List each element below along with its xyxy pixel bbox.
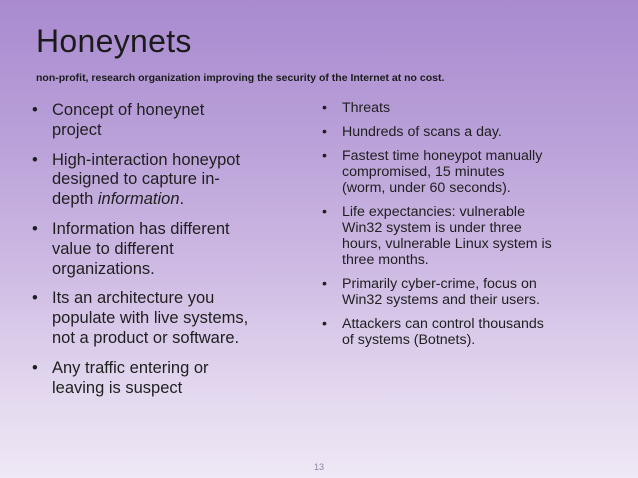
list-item — [30, 220, 298, 279]
bullet-icon: • — [322, 276, 327, 292]
bullet-line: Concept of honeynet — [52, 101, 205, 119]
bullet-line: designed to capture in- — [52, 170, 220, 189]
bullet-line: not a product or software. — [52, 328, 240, 347]
bullet-line: Win32 system is under three — [342, 220, 522, 236]
bullet-line: (worm, under 60 seconds). — [342, 180, 511, 196]
bullet-icon: • — [322, 100, 327, 116]
bullet-line: value to different — [52, 239, 174, 258]
bullet-line: leaving is suspect — [52, 378, 183, 397]
bullet-text — [52, 220, 298, 279]
bullet-line: three months. — [342, 252, 429, 268]
bullet-line: Threats — [342, 100, 391, 116]
list-item — [320, 148, 620, 196]
bullet-text — [52, 359, 298, 399]
bullet-icon: • — [322, 204, 327, 220]
bullet-line: Attackers can control thousands — [342, 316, 544, 332]
bullet-icon: • — [32, 219, 38, 238]
bullet-line: project — [52, 120, 102, 139]
bullet-text — [342, 148, 620, 196]
left-bullet-list — [30, 101, 298, 408]
bullet-icon: • — [32, 150, 38, 169]
bullet-text — [342, 100, 620, 116]
bullet-line: Its an architecture you — [52, 289, 215, 308]
slide-subtitle: non-profit, research organization improving the security of the Internet at no cost. — [36, 72, 445, 84]
list-item — [30, 101, 298, 141]
bullet-text — [342, 316, 620, 348]
bullet-line: High-interaction honeypot — [52, 150, 241, 169]
bullet-line: Information has different — [52, 219, 230, 238]
bullet-line-part: depth — [52, 190, 98, 209]
bullet-line: organizations. — [52, 259, 155, 278]
bullet-text — [52, 289, 298, 348]
slide-title: Honeynets — [36, 23, 192, 59]
bullet-icon: • — [32, 289, 38, 308]
right-bullet-list — [320, 100, 620, 356]
bullet-text — [52, 151, 298, 210]
bullet-line: Hundreds of scans a day. — [342, 124, 502, 140]
list-item — [320, 276, 620, 308]
bullet-line: populate with live systems, — [52, 309, 249, 328]
bullet-icon: • — [322, 316, 327, 332]
list-item — [320, 316, 620, 348]
bullet-text — [342, 276, 620, 308]
list-item — [30, 289, 298, 348]
list-item — [320, 100, 620, 116]
bullet-text — [52, 101, 298, 141]
page-number: 13 — [313, 462, 324, 472]
emphasis-text: information — [97, 190, 180, 209]
bullet-text — [342, 124, 620, 140]
bullet-line: Life expectancies: vulnerable — [342, 204, 525, 220]
list-item — [30, 151, 298, 210]
bullet-text — [342, 204, 620, 268]
bullet-line: Fastest time honeypot manually — [342, 148, 543, 164]
bullet-line: hours, vulnerable Linux system is — [342, 236, 552, 252]
bullet-icon: • — [322, 124, 327, 140]
list-item — [320, 204, 620, 268]
bullet-icon: • — [32, 358, 38, 377]
bullet-line: compromised, 15 minutes — [342, 164, 505, 180]
bullet-line — [52, 190, 298, 210]
bullet-line-part: . — [179, 190, 185, 209]
bullet-icon: • — [32, 101, 38, 119]
list-item — [320, 124, 620, 140]
bullet-line: of systems (Botnets). — [342, 332, 476, 348]
bullet-icon: • — [322, 148, 327, 164]
list-item — [30, 359, 298, 399]
bullet-line: Primarily cyber-crime, focus on — [342, 276, 537, 292]
bullet-line: Any traffic entering or — [52, 358, 209, 377]
bullet-line: Win32 systems and their users. — [342, 292, 540, 308]
